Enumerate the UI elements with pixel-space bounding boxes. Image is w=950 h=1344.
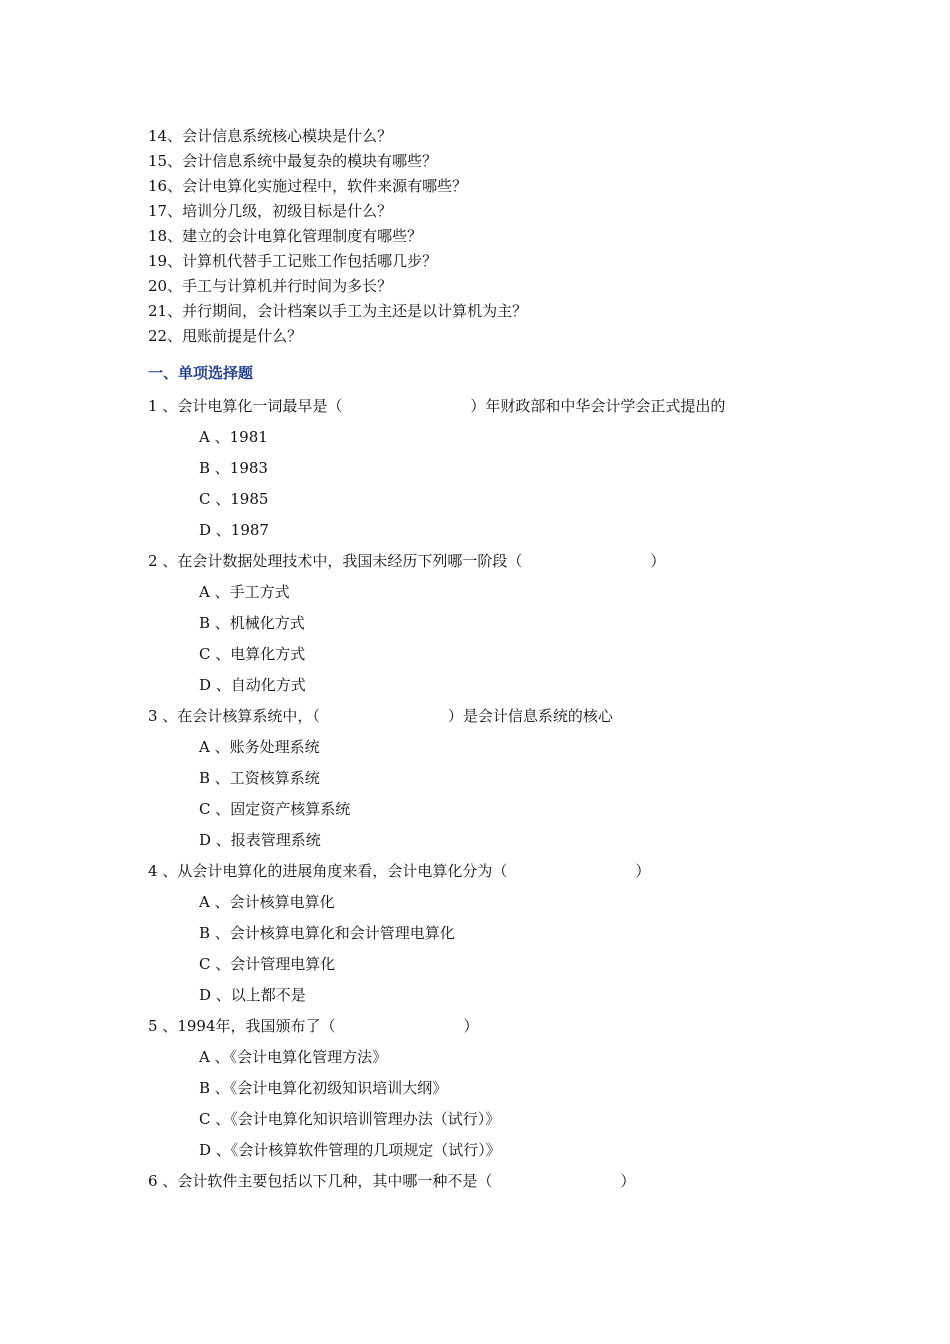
short-question-21: 21、并行期间，会计档案以手工为主还是以计算机为主？ [148, 302, 528, 320]
question-text-after-blank: ） [463, 1017, 479, 1035]
question-5 [148, 1014, 868, 1169]
question-text-before-blank: 、会计软件主要包括以下几种，其中哪一种不是（ [162, 1172, 493, 1190]
question-4 [148, 859, 868, 1014]
short-answer-question-list [148, 124, 527, 349]
option-c: C 、电算化方式 [199, 645, 306, 663]
short-question-19: 19、计算机代替手工记账工作包括哪几步？ [148, 252, 438, 270]
option-a: A 、《会计电算化管理方法》 [199, 1048, 388, 1066]
question-text-before-blank: 、从会计电算化的进展角度来看，会计电算化分为（ [162, 862, 508, 880]
option-d: D 、以上都不是 [199, 986, 306, 1004]
short-question-18: 18、建立的会计电算化管理制度有哪些？ [148, 227, 423, 245]
option-c: C 、会计管理电算化 [199, 955, 336, 973]
question-1 [148, 394, 868, 549]
question-text-after-blank: ） [620, 1172, 636, 1190]
question-number: 5 [148, 1017, 158, 1035]
option-b: B 、会计核算电算化和会计管理电算化 [199, 924, 455, 942]
question-3 [148, 704, 868, 859]
option-b: B 、工资核算系统 [199, 769, 320, 787]
option-c: C 、固定资产核算系统 [199, 800, 351, 818]
question-number: 3 [148, 707, 158, 725]
option-d: D 、自动化方式 [199, 676, 306, 694]
multiple-choice-section [148, 394, 868, 1200]
short-question-22: 22、甩账前提是什么？ [148, 327, 303, 345]
option-d: D 、《会计核算软件管理的几项规定（试行）》 [199, 1141, 501, 1159]
question-text-after-blank: ）是会计信息系统的核心 [447, 707, 613, 725]
option-a: A 、会计核算电算化 [199, 893, 335, 911]
section-heading: 一、单项选择题 [148, 364, 254, 382]
question-text-after-blank: ）年财政部和中华会计学会正式提出的 [470, 397, 726, 415]
short-question-17: 17、培训分几级，初级目标是什么？ [148, 202, 393, 220]
option-b: B 、《会计电算化初级知识培训大纲》 [199, 1079, 448, 1097]
question-number: 2 [148, 552, 158, 570]
question-6 [148, 1169, 868, 1200]
question-stem [148, 1014, 868, 1045]
short-question-14: 14、会计信息系统核心模块是什么？ [148, 127, 393, 145]
option-b: B 、机械化方式 [199, 614, 305, 632]
question-stem [148, 704, 868, 735]
question-text-after-blank: ） [650, 552, 666, 570]
option-c: C 、《会计电算化知识培训管理办法（试行）》 [199, 1110, 501, 1128]
question-number: 6 [148, 1172, 158, 1190]
question-number: 4 [148, 862, 158, 880]
question-text-before-blank: 、会计电算化一词最早是（ [162, 397, 343, 415]
option-d: D 、1987 [199, 521, 269, 539]
short-question-15: 15、会计信息系统中最复杂的模块有哪些？ [148, 152, 438, 170]
option-a: A 、账务处理系统 [199, 738, 320, 756]
question-text-before-blank: 、在会计核算系统中，（ [162, 707, 320, 725]
option-a: A 、1981 [199, 428, 268, 446]
question-stem [148, 394, 868, 425]
question-text-before-blank: 、1994年，我国颁布了（ [162, 1017, 336, 1035]
option-c: C 、1985 [199, 490, 269, 508]
question-text-before-blank: 、在会计数据处理技术中，我国未经历下列哪一阶段（ [162, 552, 523, 570]
option-d: D 、报表管理系统 [199, 831, 321, 849]
option-b: B 、1983 [199, 459, 268, 477]
question-stem [148, 859, 868, 890]
question-stem [148, 1169, 868, 1200]
question-text-after-blank: ） [635, 862, 651, 880]
question-stem [148, 549, 868, 580]
question-number: 1 [148, 397, 158, 415]
short-question-20: 20、手工与计算机并行时间为多长？ [148, 277, 393, 295]
question-2 [148, 549, 868, 704]
short-question-16: 16、会计电算化实施过程中，软件来源有哪些？ [148, 177, 468, 195]
option-a: A 、手工方式 [199, 583, 290, 601]
